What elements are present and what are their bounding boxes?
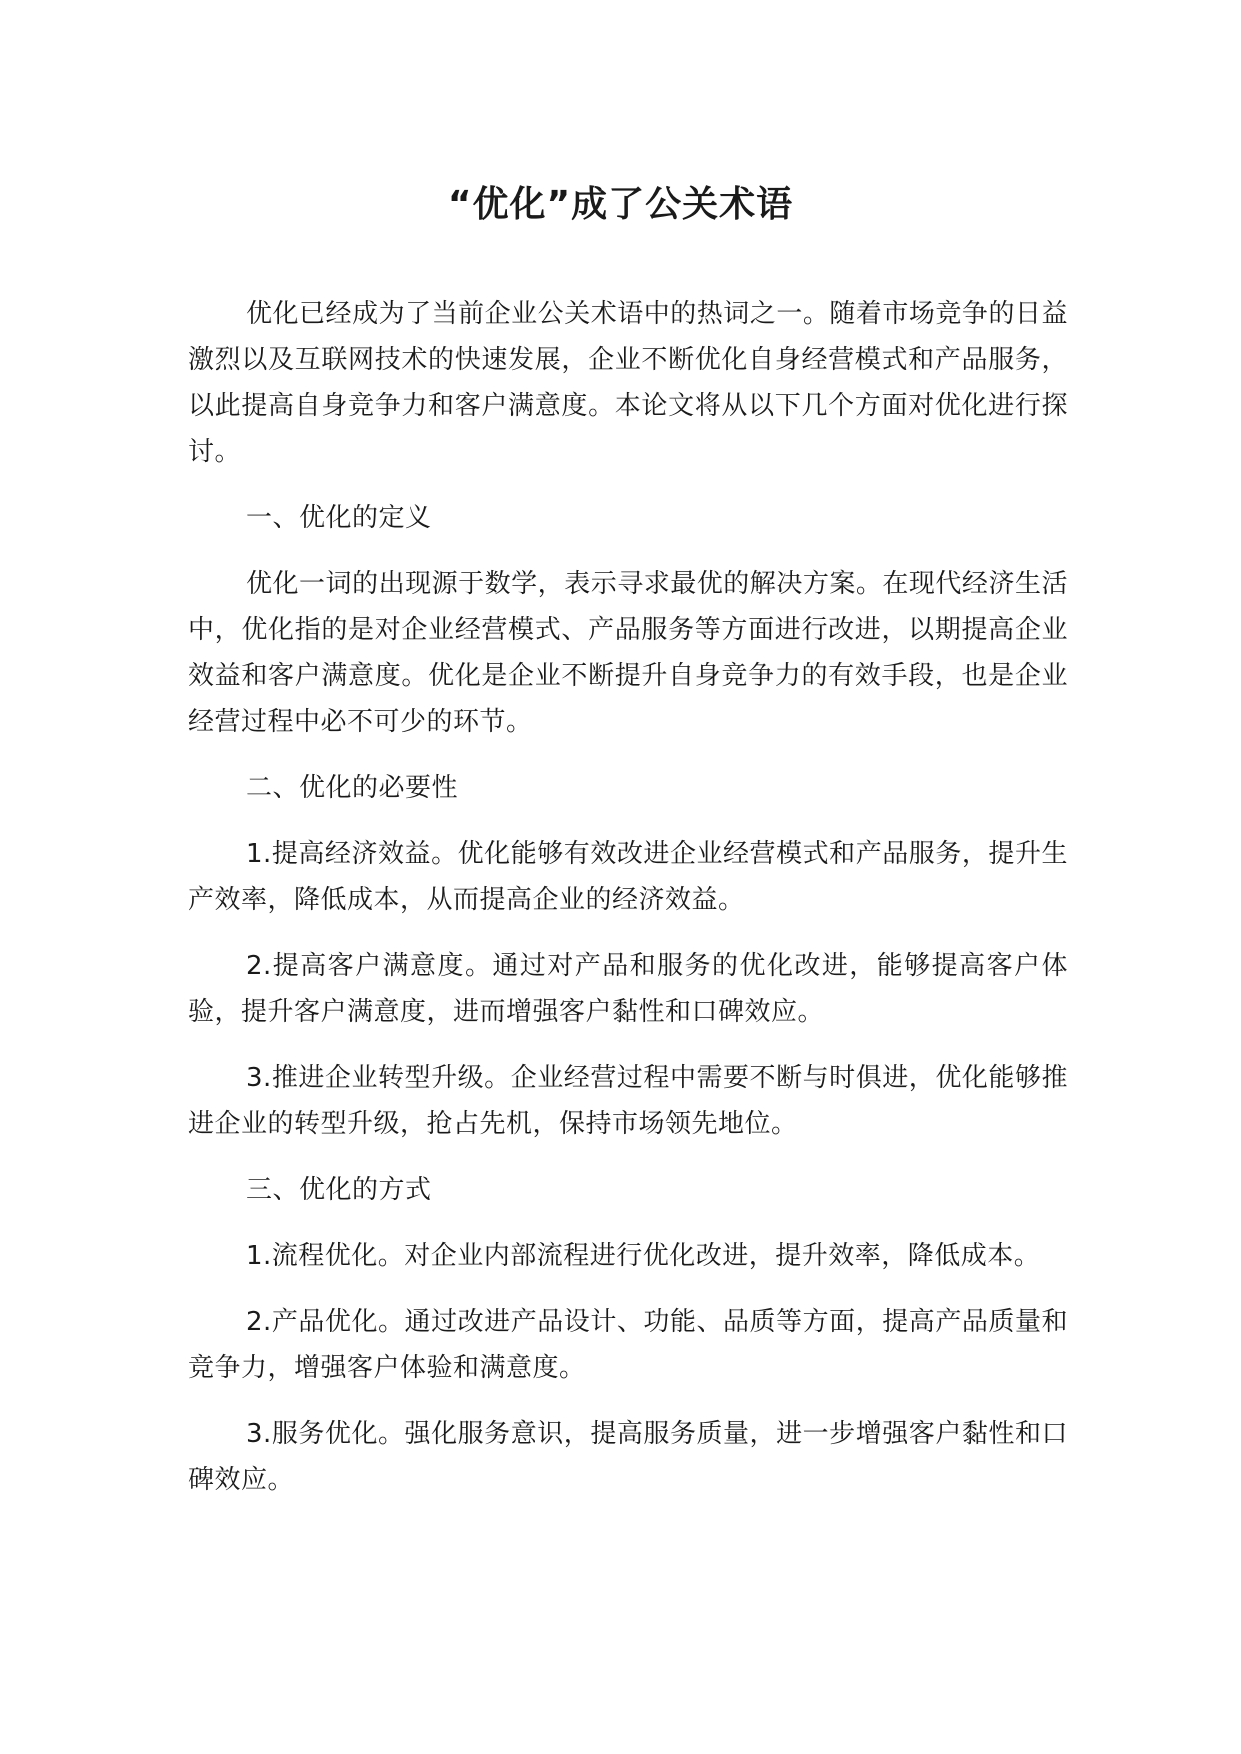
necessity-item-1: 1.提高经济效益。优化能够有效改进企业经营模式和产品服务，提升生产效率，降低成本，从而提高企业的经济效益。 [188,839,1068,915]
document-title: “优化”成了公关术语 [447,184,794,225]
method-item-2: 2.产品优化。通过改进产品设计、功能、品质等方面，提高产品质量和竞争力，增强客户体验和满意度。 [188,1307,1068,1383]
section-heading-methods: 三、优化的方式 [246,1175,432,1205]
method-item-1: 1.流程优化。对企业内部流程进行优化改进，提升效率，降低成本。 [246,1241,1041,1271]
intro-paragraph: 优化已经成为了当前企业公关术语中的热词之一。随着市场竞争的日益激烈以及互联网技术的快速发展，企业不断优化自身经营模式和产品服务，以此提高自身竞争力和客户满意度。本论文将从以下几个方面对优化进行探讨。 [188,299,1068,467]
document-body [188,291,1068,1503]
necessity-item-3: 3.推进企业转型升级。企业经营过程中需要不断与时俱进，优化能够推进企业的转型升级，抢占先机，保持市场领先地位。 [188,1063,1068,1139]
necessity-item-2: 2.提高客户满意度。通过对产品和服务的优化改进，能够提高客户体验，提升客户满意度，进而增强客户黏性和口碑效应。 [188,951,1068,1027]
section-heading-necessity: 二、优化的必要性 [246,773,459,803]
definition-paragraph: 优化一词的出现源于数学，表示寻求最优的解决方案。在现代经济生活中，优化指的是对企业经营模式、产品服务等方面进行改进，以期提高企业效益和客户满意度。优化是企业不断提升自身竞争力的有效手段，也是企业经营过程中必不可少的环节。 [188,569,1068,737]
section-heading-definition: 一、优化的定义 [246,503,432,533]
method-item-3: 3.服务优化。强化服务意识，提高服务质量，进一步增强客户黏性和口碑效应。 [188,1419,1068,1495]
